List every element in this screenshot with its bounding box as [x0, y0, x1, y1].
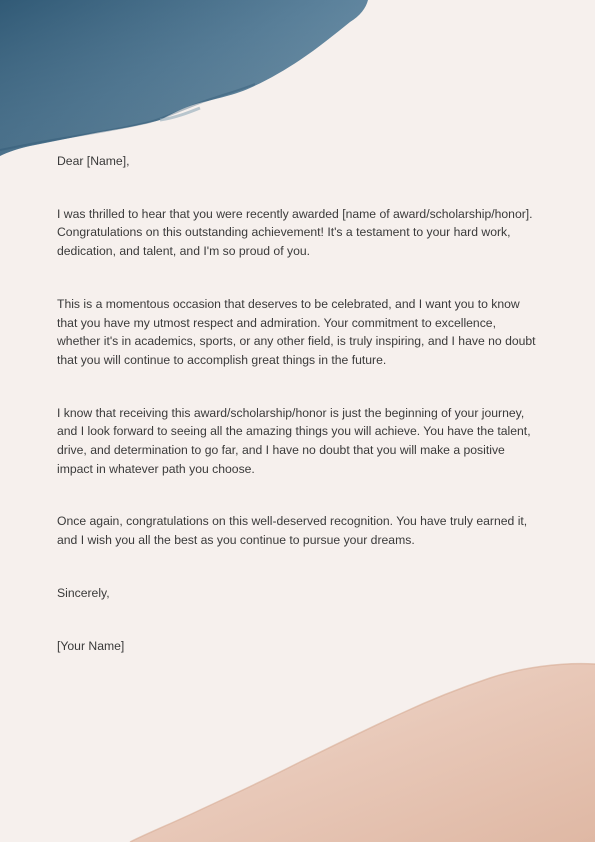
- signature: [Your Name]: [57, 638, 125, 653]
- salutation: Dear [Name],: [57, 154, 130, 168]
- letter-body: [57, 152, 541, 655]
- paragraph-2: This is a momentous occasion that deserves to be celebrated, and I want you to know that you have my utmost respect and admiration. Your commitment to excellence, whether it's in academics, sports, or any other field, is truly inspiring, and I have no doubt that you will continue to accomplish great things in the future.: [57, 296, 536, 367]
- top-watercolor-shape: [0, 0, 368, 156]
- bottom-watercolor-shape: [130, 664, 595, 842]
- closing: Sincerely,: [57, 585, 110, 600]
- paragraph-1: I was thrilled to hear that you were recently awarded [name of award/scholarship/honor]. Congratulations on this outstanding achievement! It's a testament to your hard work, dedication, and talent, and I'm so proud of you.: [57, 206, 533, 259]
- paragraph-4: Once again, congratulations on this well-deserved recognition. You have truly earned it, and I wish you all the best as you continue to pursue your dreams.: [57, 514, 528, 548]
- paragraph-3: I know that receiving this award/scholarship/honor is just the beginning of your journey, and I look forward to seeing all the amazing things you will achieve. You have the talent, drive, and determination to go far, and I have no doubt that you will make a positive impact in whatever path you choose.: [57, 405, 531, 476]
